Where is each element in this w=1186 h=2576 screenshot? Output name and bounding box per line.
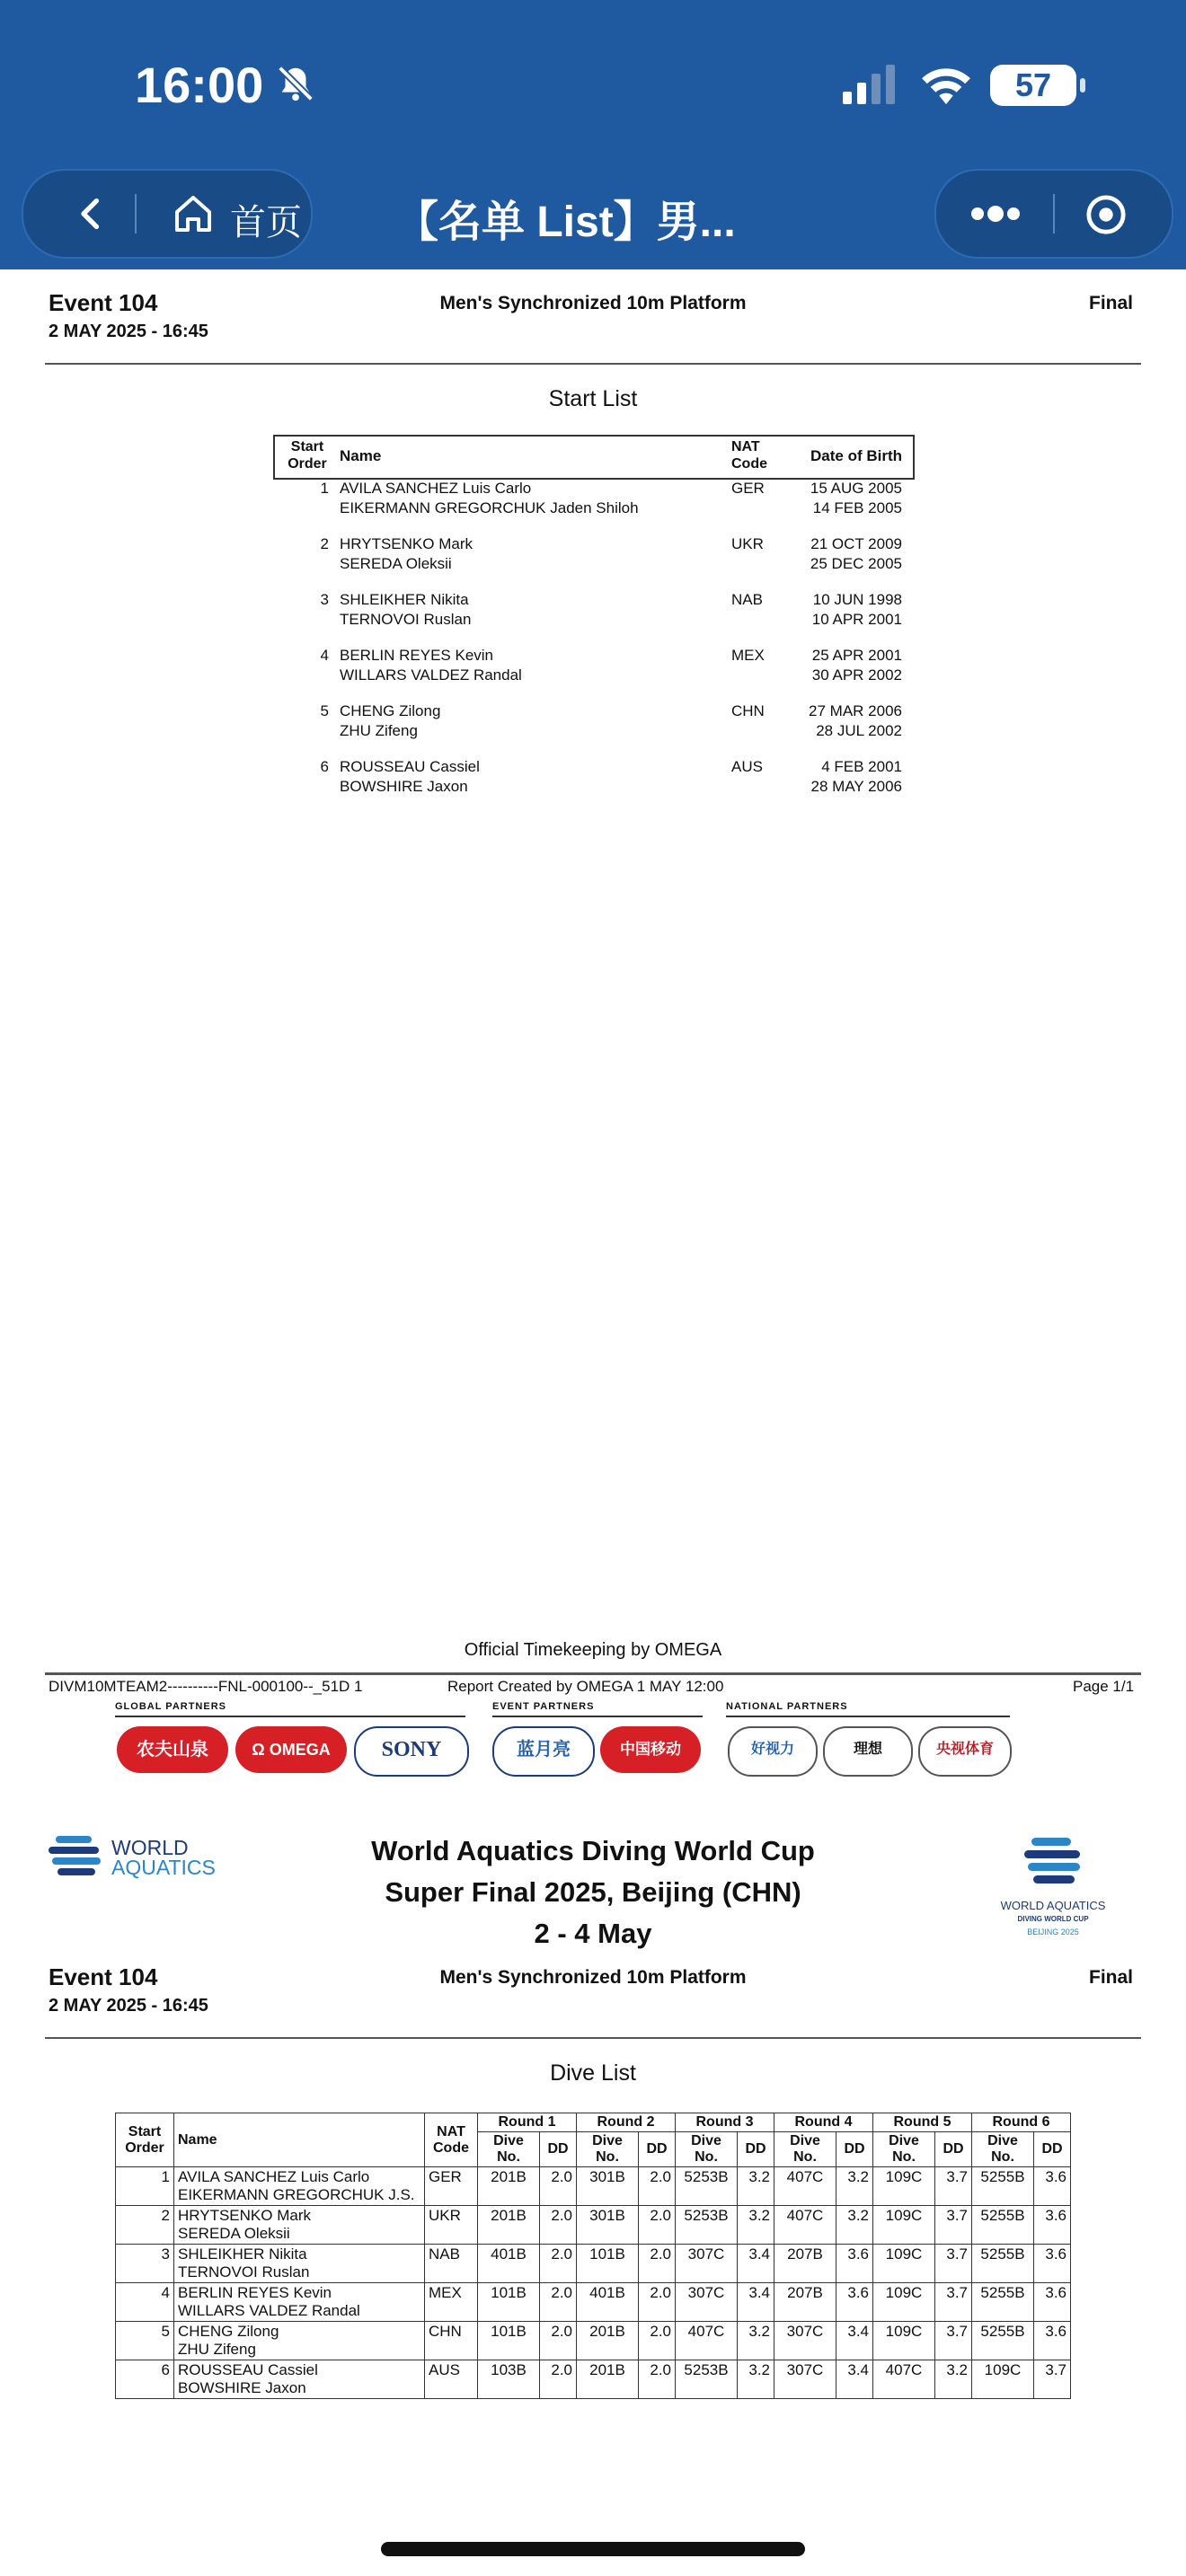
dob-1: 21 OCT 2009 — [810, 535, 902, 552]
dl-start-order: 5 — [116, 2322, 174, 2360]
dl-dd: 3.2 — [738, 2167, 774, 2206]
athlete-name-2: SEREDA Oleksii — [340, 555, 452, 572]
footer-divider — [45, 1672, 1141, 1675]
dl-athlete-2: SEREDA Oleksii — [178, 2225, 290, 2242]
start-list-row — [273, 478, 911, 534]
dob-2: 25 DEC 2005 — [810, 555, 902, 572]
page-number: Page 1/1 — [1073, 1678, 1135, 1695]
event-name: Men's Synchronized 10m Platform — [439, 293, 747, 313]
dl-dd: 3.6 — [836, 2245, 873, 2283]
start-list-row — [273, 756, 911, 812]
dl-dive-no: 307C — [676, 2283, 738, 2322]
athlete-name-1: ROUSSEAU Cassiel — [340, 758, 480, 775]
dl-dive-no: 5253B — [676, 2167, 738, 2206]
back-chevron-icon[interactable] — [75, 198, 108, 230]
right-logo-text-a: WORLD AQUATICS — [1000, 1899, 1106, 1912]
dl-dd: 3.4 — [836, 2360, 873, 2399]
dl-athlete-2: BOWSHIRE Jaxon — [178, 2379, 306, 2396]
event-number: Event 104 — [49, 289, 158, 316]
start-order: 6 — [320, 758, 329, 775]
dob-2: 28 JUL 2002 — [816, 722, 902, 739]
dl-header-start-order: Start Order — [116, 2113, 174, 2167]
start-list-header — [273, 435, 915, 480]
dl-body — [116, 2167, 1071, 2399]
home-indicator[interactable] — [381, 2542, 805, 2556]
start-list-row — [273, 701, 911, 756]
athlete-name-2: ZHU Zifeng — [340, 722, 418, 739]
dl-nat: MEX — [425, 2283, 478, 2322]
dl-dive-no: 101B — [478, 2322, 540, 2360]
dl-dive-no: 407C — [774, 2167, 836, 2206]
dl-subheader-dd: DD — [1034, 2132, 1071, 2167]
dl-dd: 2.0 — [639, 2322, 676, 2360]
wifi-icon — [918, 63, 974, 108]
dl-header-round-3: Round 3 — [676, 2113, 774, 2132]
dl-dive-no: 307C — [774, 2360, 836, 2399]
dl-dive-no: 109C — [873, 2206, 935, 2245]
nat-code: NAB — [731, 591, 763, 608]
dl-dd: 2.0 — [639, 2245, 676, 2283]
dl-header-round-1: Round 1 — [478, 2113, 577, 2132]
report-code: DIVM10MTEAM2----------FNL-000100--_51D 1 — [49, 1678, 363, 1695]
dl-subheader-dive-no: Dive No. — [676, 2132, 738, 2167]
dl-dd: 3.2 — [738, 2206, 774, 2245]
athlete-name-2: WILLARS VALDEZ Randal — [340, 666, 522, 684]
dl-dive-no: 407C — [873, 2360, 935, 2399]
dl-dive-no: 101B — [577, 2245, 639, 2283]
dl-dd: 3.4 — [836, 2322, 873, 2360]
dl-dd: 3.7 — [935, 2206, 972, 2245]
dl-dd: 3.4 — [738, 2283, 774, 2322]
report-created: Report Created by OMEGA 1 MAY 12:00 — [447, 1678, 724, 1695]
dl-dd: 3.7 — [1034, 2360, 1071, 2399]
dl-nat: AUS — [425, 2360, 478, 2399]
dl-athlete-1: CHENG Zilong — [178, 2323, 279, 2340]
dl-header-round-5: Round 5 — [873, 2113, 972, 2132]
header-nat: NAT Code — [731, 439, 767, 472]
cellular-signal-icon — [840, 63, 899, 106]
dl-dive-no: 307C — [676, 2245, 738, 2283]
table-row — [116, 2206, 1071, 2245]
dl-subheader-dive-no: Dive No. — [873, 2132, 935, 2167]
dl-subheader-dd: DD — [836, 2132, 873, 2167]
page-title: 【名单 List】男... — [395, 198, 736, 246]
dl-athlete-1: HRYTSENKO Mark — [178, 2207, 311, 2224]
header-name: Name — [340, 447, 382, 464]
event-name-2: Men's Synchronized 10m Platform — [439, 1967, 747, 1988]
dl-dive-no: 201B — [577, 2360, 639, 2399]
dl-athlete-2: WILLARS VALDEZ Randal — [178, 2302, 360, 2319]
event-phase: Final — [1089, 293, 1134, 313]
partner-line — [492, 1716, 703, 1717]
nat-code: GER — [731, 480, 765, 497]
dl-dd: 2.0 — [540, 2167, 577, 2206]
competition-dates: 2 - 4 May — [534, 1918, 652, 1949]
dl-subheader-dive-no: Dive No. — [972, 2132, 1034, 2167]
partner-line — [115, 1716, 465, 1717]
nat-code: AUS — [731, 758, 763, 775]
event-phase-2: Final — [1089, 1967, 1134, 1988]
world-aquatics-logo-text-a: WORLD — [111, 1836, 189, 1859]
header-dob: Date of Birth — [810, 447, 902, 464]
dl-dive-no: 5255B — [972, 2283, 1034, 2322]
dl-header-round-2: Round 2 — [577, 2113, 676, 2132]
dl-athletes — [174, 2283, 425, 2322]
dl-athlete-2: EIKERMANN GREGORCHUK J.S. — [178, 2186, 415, 2203]
dive-list-table — [115, 2113, 1071, 2399]
dl-athletes — [174, 2245, 425, 2283]
dl-dive-no: 301B — [577, 2206, 639, 2245]
competition-subtitle: Super Final 2025, Beijing (CHN) — [385, 1876, 801, 1908]
dl-dd: 3.7 — [935, 2322, 972, 2360]
dob-2: 10 APR 2001 — [811, 611, 902, 628]
dl-athletes — [174, 2360, 425, 2399]
dl-dive-no: 207B — [774, 2245, 836, 2283]
athlete-name-2: EIKERMANN GREGORCHUK Jaden Shiloh — [340, 499, 639, 516]
battery-indicator: 57 — [990, 65, 1076, 106]
dl-nat: CHN — [425, 2322, 478, 2360]
logo-cctv-sports: 央视体育 — [918, 1726, 1012, 1777]
athlete-name-1: AVILA SANCHEZ Luis Carlo — [340, 480, 532, 497]
dl-dd: 2.0 — [540, 2206, 577, 2245]
dl-dive-no: 407C — [774, 2206, 836, 2245]
world-aquatics-logo-icon — [49, 1834, 104, 1881]
dl-dd: 3.6 — [1034, 2245, 1071, 2283]
athlete-name-1: HRYTSENKO Mark — [340, 535, 473, 552]
dl-dive-no: 5255B — [972, 2245, 1034, 2283]
logo-china-mobile: 中国移动 — [600, 1726, 701, 1773]
bell-muted-icon — [275, 63, 316, 104]
dl-athlete-1: SHLEIKHER Nikita — [178, 2245, 307, 2263]
dl-nat: GER — [425, 2167, 478, 2206]
pill-divider — [135, 194, 137, 234]
dl-header-nat: NAT Code — [425, 2113, 478, 2167]
dl-dive-no: 401B — [577, 2283, 639, 2322]
dl-athlete-1: ROUSSEAU Cassiel — [178, 2361, 318, 2378]
table-row — [116, 2245, 1071, 2283]
start-list-title: Start List — [548, 386, 638, 411]
dl-dd: 3.6 — [1034, 2322, 1071, 2360]
home-label[interactable]: 首页 — [230, 203, 302, 243]
dl-dive-no: 109C — [972, 2360, 1034, 2399]
dob-1: 4 FEB 2001 — [821, 758, 902, 775]
dl-dd: 3.2 — [836, 2206, 873, 2245]
dl-dd: 3.6 — [1034, 2206, 1071, 2245]
close-miniprogram-icon[interactable] — [1085, 194, 1127, 235]
dl-dive-no: 201B — [478, 2167, 540, 2206]
dl-athlete-1: BERLIN REYES Kevin — [178, 2284, 332, 2301]
dl-dive-no: 109C — [873, 2245, 935, 2283]
dl-dd: 3.6 — [836, 2283, 873, 2322]
start-order: 5 — [320, 702, 329, 719]
dl-nat: NAB — [425, 2245, 478, 2283]
dl-header-name: Name — [174, 2113, 425, 2167]
dl-dive-no: 5255B — [972, 2167, 1034, 2206]
logo-blue-moon: 蓝月亮 — [492, 1726, 595, 1777]
dl-dd: 3.2 — [738, 2322, 774, 2360]
dl-dd: 3.2 — [836, 2167, 873, 2206]
dl-athletes — [174, 2206, 425, 2245]
dl-dd: 2.0 — [639, 2360, 676, 2399]
dl-athlete-2: ZHU Zifeng — [178, 2341, 256, 2358]
more-options-icon[interactable] — [969, 205, 1022, 223]
logo-omega: Ω OMEGA — [235, 1726, 347, 1773]
dl-dive-no: 5255B — [972, 2206, 1034, 2245]
dob-2: 14 FEB 2005 — [812, 499, 902, 516]
dl-subheader-dive-no: Dive No. — [577, 2132, 639, 2167]
table-row — [116, 2167, 1071, 2206]
table-row — [116, 2360, 1071, 2399]
nat-code: CHN — [731, 702, 765, 719]
divider-2 — [45, 2037, 1141, 2039]
divider — [45, 363, 1141, 365]
dl-dd: 2.0 — [639, 2206, 676, 2245]
nat-code: MEX — [731, 647, 765, 664]
national-partners-label: NATIONAL PARTNERS — [726, 1701, 848, 1712]
dl-start-order: 1 — [116, 2167, 174, 2206]
dl-subheader-dd: DD — [738, 2132, 774, 2167]
dl-dive-no: 5255B — [972, 2322, 1034, 2360]
dl-athlete-1: AVILA SANCHEZ Luis Carlo — [178, 2168, 370, 2185]
dl-dd: 3.7 — [935, 2283, 972, 2322]
dl-dd: 3.4 — [738, 2245, 774, 2283]
dl-athletes — [174, 2167, 425, 2206]
dob-1: 15 AUG 2005 — [810, 480, 902, 497]
logo-sony: SONY — [354, 1726, 469, 1777]
dob-1: 27 MAR 2006 — [809, 702, 902, 719]
athlete-name-2: TERNOVOI Ruslan — [340, 611, 472, 628]
capsule-divider — [1053, 194, 1055, 234]
competition-title: World Aquatics Diving World Cup — [371, 1835, 815, 1866]
dl-dive-no: 201B — [478, 2206, 540, 2245]
dob-1: 25 APR 2001 — [811, 647, 902, 664]
dob-1: 10 JUN 1998 — [812, 591, 902, 608]
table-row — [116, 2283, 1071, 2322]
dl-dive-no: 5253B — [676, 2360, 738, 2399]
document — [0, 269, 1186, 2576]
dl-subheader-dd: DD — [935, 2132, 972, 2167]
dl-dd: 2.0 — [540, 2360, 577, 2399]
dl-header-round-6: Round 6 — [972, 2113, 1071, 2132]
dl-athletes — [174, 2322, 425, 2360]
header-start-order: Start Order — [288, 439, 327, 472]
dl-dd: 3.6 — [1034, 2167, 1071, 2206]
world-aquatics-logo-text-b: AQUATICS — [111, 1856, 216, 1879]
dl-dive-no: 201B — [577, 2322, 639, 2360]
athlete-name-2: BOWSHIRE Jaxon — [340, 778, 468, 795]
dl-dive-no: 5253B — [676, 2206, 738, 2245]
dl-dd: 3.2 — [738, 2360, 774, 2399]
navigation-bar — [0, 162, 1186, 269]
athlete-name-1: CHENG Zilong — [340, 702, 441, 719]
dl-dd: 2.0 — [639, 2283, 676, 2322]
dl-start-order: 4 — [116, 2283, 174, 2322]
start-list-row — [273, 534, 911, 589]
event-number-2: Event 104 — [49, 1963, 158, 1990]
logo-haoshili: 好视力 — [728, 1726, 818, 1777]
back-home-pill — [22, 169, 313, 259]
dl-dd: 2.0 — [639, 2167, 676, 2206]
dl-dive-no: 103B — [478, 2360, 540, 2399]
dl-dive-no: 101B — [478, 2283, 540, 2322]
start-list-row — [273, 645, 911, 701]
dl-dd: 3.2 — [935, 2360, 972, 2399]
dl-dive-no: 407C — [676, 2322, 738, 2360]
event-partners-label: EVENT PARTNERS — [492, 1701, 595, 1712]
partner-line — [726, 1716, 1010, 1717]
dl-dd: 2.0 — [540, 2245, 577, 2283]
start-order: 3 — [320, 591, 329, 608]
dob-2: 28 MAY 2006 — [810, 778, 902, 795]
capsule-menu — [934, 169, 1173, 259]
start-list-row — [273, 589, 911, 645]
dl-dive-no: 401B — [478, 2245, 540, 2283]
dl-subheader-dive-no: Dive No. — [774, 2132, 836, 2167]
athlete-name-1: SHLEIKHER Nikita — [340, 591, 469, 608]
event-date: 2 MAY 2025 - 16:45 — [49, 322, 208, 341]
right-logo-text-b: DIVING WORLD CUP — [1017, 1915, 1089, 1923]
dob-2: 30 APR 2002 — [811, 666, 902, 684]
dl-dive-no: 207B — [774, 2283, 836, 2322]
dl-subheader-dive-no: Dive No. — [478, 2132, 540, 2167]
dl-dd: 3.6 — [1034, 2283, 1071, 2322]
event-date-2: 2 MAY 2025 - 16:45 — [49, 1996, 208, 2016]
logo-nongfu: 农夫山泉 — [117, 1726, 228, 1773]
official-timekeeping: Official Timekeeping by OMEGA — [464, 1640, 722, 1660]
start-order: 1 — [320, 480, 329, 497]
start-order: 2 — [320, 535, 329, 552]
dl-dive-no: 307C — [774, 2322, 836, 2360]
dl-dd: 2.0 — [540, 2322, 577, 2360]
status-time: 16:00 — [135, 57, 264, 113]
diving-world-cup-logo-icon — [1015, 1836, 1091, 1895]
dl-start-order: 2 — [116, 2206, 174, 2245]
dl-dd: 2.0 — [540, 2283, 577, 2322]
dl-subheader-dd: DD — [540, 2132, 577, 2167]
table-row — [116, 2322, 1071, 2360]
start-list-rows — [273, 478, 911, 812]
start-order: 4 — [320, 647, 329, 664]
app-header — [0, 0, 1186, 269]
dl-dive-no: 109C — [873, 2283, 935, 2322]
dl-dd: 3.7 — [935, 2245, 972, 2283]
dl-dive-no: 109C — [873, 2167, 935, 2206]
dl-athlete-2: TERNOVOI Ruslan — [178, 2263, 310, 2280]
dl-start-order: 6 — [116, 2360, 174, 2399]
dl-dd: 3.7 — [935, 2167, 972, 2206]
dl-start-order: 3 — [116, 2245, 174, 2283]
right-logo-text-c: BEIJING 2025 — [1027, 1928, 1079, 1936]
dl-nat: UKR — [425, 2206, 478, 2245]
dl-dive-no: 301B — [577, 2167, 639, 2206]
global-partners-label: GLOBAL PARTNERS — [115, 1701, 226, 1712]
dl-header-round-4: Round 4 — [774, 2113, 873, 2132]
dive-list-title: Dive List — [550, 2060, 636, 2086]
dl-subheader-dd: DD — [639, 2132, 676, 2167]
logo-lixiang: 理想 — [823, 1726, 913, 1777]
dl-dive-no: 109C — [873, 2322, 935, 2360]
athlete-name-1: BERLIN REYES Kevin — [340, 647, 494, 664]
nat-code: UKR — [731, 535, 764, 552]
home-icon[interactable] — [171, 192, 216, 235]
